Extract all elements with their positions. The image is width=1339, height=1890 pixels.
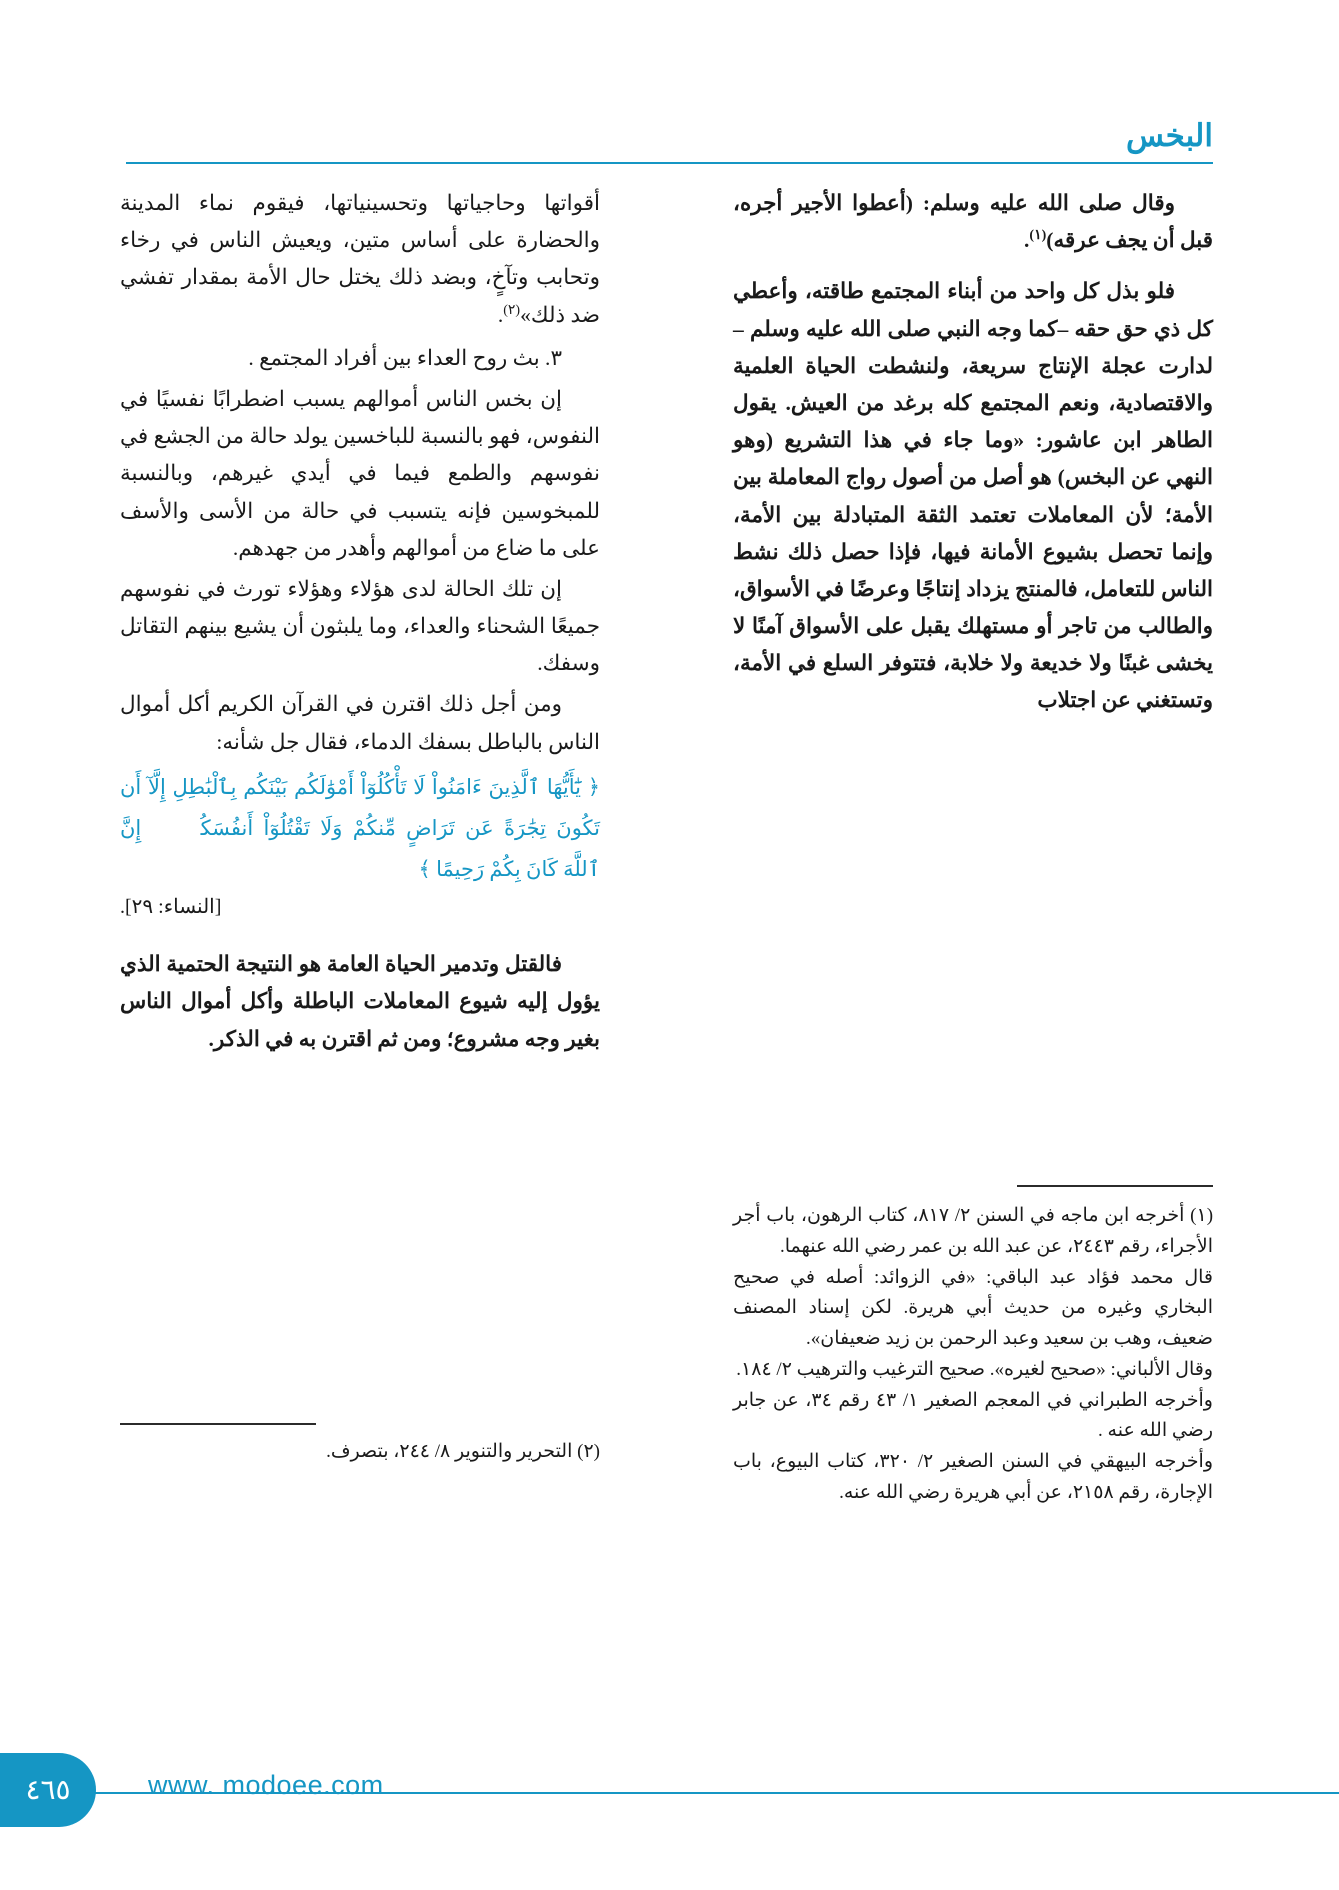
column-right — [733, 185, 1214, 1503]
quran-verse: ﴿ يَٰٓأَيُّهَا ٱلَّذِينَ ءَامَنُواْ لَا تَأْكُلُوٓاْ أَمْوَٰلَكُم بَيْنَكُم بِٱلْبَٰطِلِ إِلَّآ أَن تَكُونَ تِجَٰرَةً عَن تَرَاضٍ مِّنكُمْ وَلَا تَقْتُلُوٓاْ أَنفُسَكُمْۚ إِنَّ ٱللَّهَ كَانَ بِكُمْ رَحِيمًا ﴾ — [120, 774, 600, 881]
paragraph: فلو بذل كل واحد من أبناء المجتمع طاقته، وأعطي كل ذي حق حقه –كما وجه النبي صلى الله عليه وسلم – لدارت عجلة الإنتاج سريعة، ولنشطت الحياة العلمية والاقتصادية، ونعم المجتمع كله برغد من العيش. يقول الطاهر ابن عاشور: «وما جاء في هذا التشريع (وهو النهي عن البخس) هو أصل من أصول رواج المعاملة بين الأمة؛ لأن المعاملات تعتمد الثقة المتبادلة بين الأمة، وإنما تحصل بشيوع الأمانة فيها، فإذا حصل ذلك نشط الناس للتعامل، فالمنتج يزداد إنتاجًا وعرضًا في الأسواق، والطالب من تاجر أو مستهلك يقبل على الأسواق آمنًا لا يخشى غبنًا ولا خديعة ولا خلابة، فتتوفر السلع في الأمة، وتستغني عن اجتلاب — [733, 279, 1213, 713]
page-header — [126, 118, 1213, 164]
page-footer — [0, 1740, 1339, 1890]
footnote-item: وأخرجه الطبراني في المعجم الصغير ١/ ٤٣ رقم ٣٤، عن جابر رضي الله عنه . — [733, 1389, 1213, 1442]
footnote-item: (٢) التحرير والتنوير ٨/ ٢٤٤، بتصرف. — [326, 1441, 600, 1462]
paragraph: ومن أجل ذلك اقترن في القرآن الكريم أكل أموال الناس بالباطل بسفك الدماء، فقال جل شأنه: — [120, 692, 600, 754]
page-title: البخس — [1126, 118, 1213, 153]
paragraph: أقواتها وحاجياتها وتحسينياتها، فيقوم نماء المدينة والحضارة على أساس متين، ويعيش الناس في رخاء وتحابب وتآخٍ، وبضد ذلك يختل حال الأمة بمقدار تفشي ضد ذلك»$^{(٢)}$. — [120, 191, 600, 327]
footnote-marker: (١) — [1029, 228, 1047, 244]
footnote-item: وأخرجه البيهقي في السنن الصغير ٢/ ٣٢٠، كتاب البيوع، باب الإجارة، رقم ٢١٥٨، عن أبي هريرة رضي الله عنه. — [733, 1451, 1214, 1503]
paragraph: إن بخس الناس أموالهم يسبب اضطرابًا نفسيًا في النفوس، فهو بالنسبة للباخسين يولد حالة من الجشع في نفوسهم والطمع فيما في أيدي غيرهم، وبالنسبة للمبخوسين فإنه يتسبب في حالة من الأسى والأسف على ما ضاع من أموالهم وأهدر من جهدهم. — [120, 386, 600, 560]
quran-reference: [النساء: ٢٩]. — [120, 895, 222, 918]
footnotes-right — [733, 1201, 1213, 1509]
footnote-marker: (٢) — [503, 302, 521, 318]
footnote-divider — [120, 1423, 316, 1425]
footnote-item: وقال الألباني: «صحيح لغيره». صحيح الترغيب والترهيب ٢/ ١٨٤. — [736, 1358, 1213, 1380]
body-columns — [120, 185, 1213, 1505]
header-divider — [126, 162, 1213, 164]
footnote-item: (١) أخرجه ابن ماجه في السنن ٢/ ٨١٧، كتاب الرهون، باب أجر الأجراء، رقم ٢٤٤٣، عن عبد الله بن عمر رضي الله عنهما. — [733, 1205, 1214, 1257]
page-number: ٤٦٥ — [0, 1753, 96, 1827]
paragraph: وقال صلى الله عليه وسلم: (أعطوا الأجير أجره، قبل أن يجف عرقه)$^{(١)}$. — [733, 191, 1213, 253]
paragraph: فالقتل وتدمير الحياة العامة هو النتيجة الحتمية الذي يؤول إليه شيوع المعاملات الباطلة وأكل أموال الناس بغير وجه مشروع؛ ومن ثم اقترن به في الذكر. — [120, 952, 600, 1051]
footnotes-left — [120, 1437, 600, 1467]
footnote-item: قال محمد فؤاد عبد الباقي: «في الزوائد: أصله في صحيح البخاري وغيره من حديث أبي هريرة. لكن إسناد المصنف ضعيف، وهب بن سعيد وعبد الرحمن بن زيد ضعيفان». — [733, 1266, 1213, 1350]
list-item: ٣. بث روح العداء بين أفراد المجتمع . — [248, 345, 562, 370]
paragraph: إن تلك الحالة لدى هؤلاء وهؤلاء تورث في نفوسهم جميعًا الشحناء والعداء، وما يلبثون أن يشيع بينهم التقاتل وسفك. — [120, 576, 600, 676]
site-url[interactable]: www. modoee.com — [148, 1770, 384, 1800]
column-left — [120, 185, 600, 1462]
footnote-divider — [1017, 1185, 1213, 1187]
